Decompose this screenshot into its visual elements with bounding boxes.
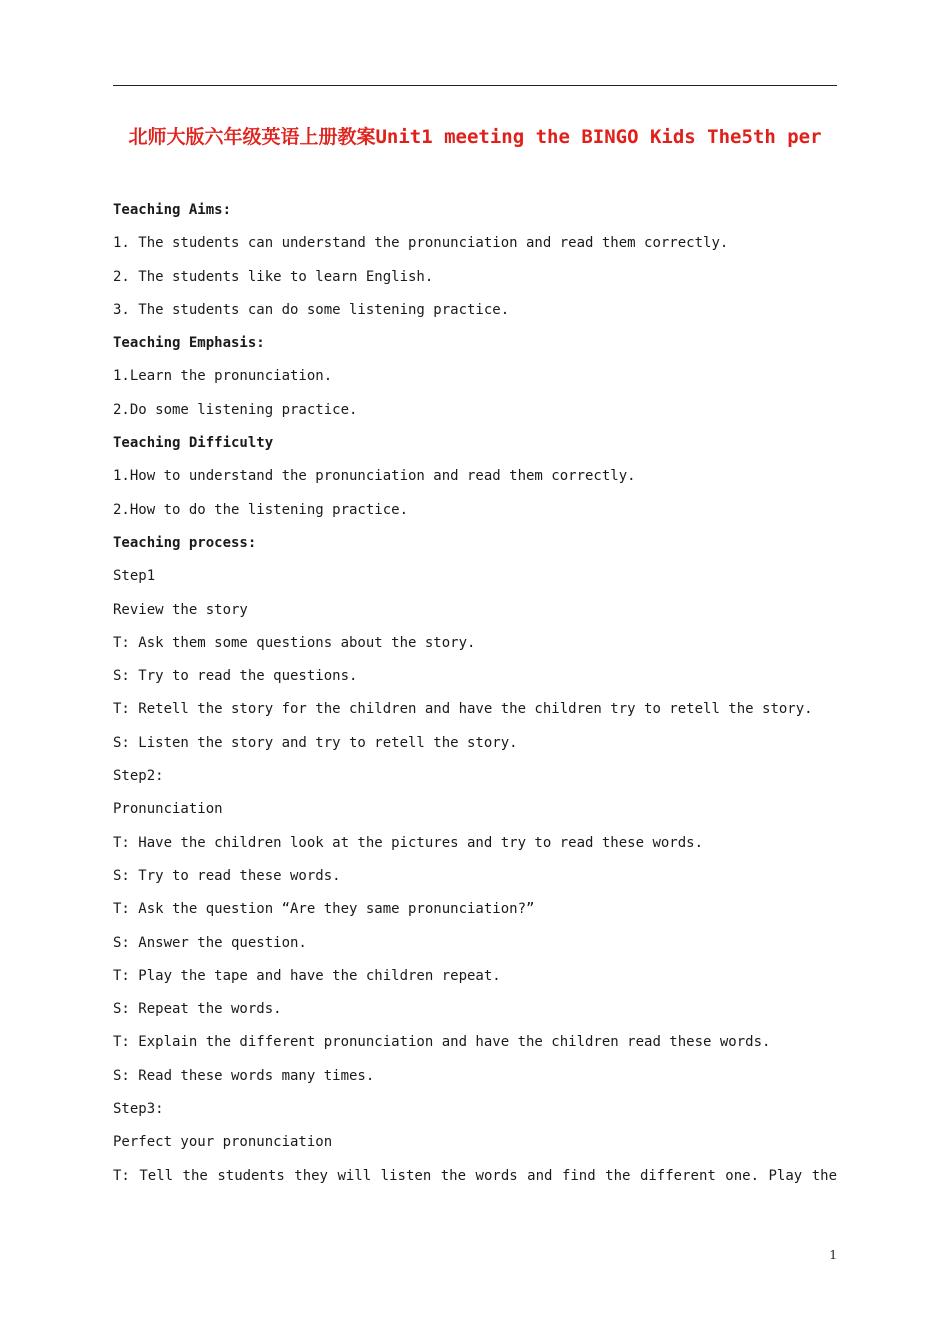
section-heading: Teaching Aims: — [113, 202, 232, 218]
text-line: S: Answer the question. — [113, 934, 307, 951]
text-line: Step2: — [113, 768, 164, 785]
text-line: Pronunciation — [113, 801, 223, 818]
text-line: 1.Learn the pronunciation. — [113, 368, 333, 385]
text-line: T: Explain the different pronunciation and have the children read these words. — [113, 1034, 771, 1051]
text-line: Step3: — [113, 1101, 164, 1118]
text-line: 1. The students can understand the pronunciation and read them correctly. — [113, 235, 729, 252]
text-line: T: Ask the question “Are they same pronunciation?” — [113, 901, 535, 918]
text-line: S: Listen the story and try to retell the story. — [113, 734, 518, 751]
text-line: T: Ask them some questions about the story. — [113, 634, 476, 651]
text-line: 2.How to do the listening practice. — [113, 501, 409, 518]
text-line: Perfect your pronunciation — [113, 1134, 333, 1151]
page-number: 1 — [829, 1248, 837, 1262]
text-line: 3. The students can do some listening practice. — [113, 301, 510, 318]
document-body — [113, 198, 843, 1197]
text-line: T: Tell the students they will listen the words and find the different one. Play the — [113, 1167, 837, 1184]
header-rule — [113, 85, 837, 86]
text-line: S: Read these words many times. — [113, 1067, 375, 1084]
text-line: T: Retell the story for the children and have the children try to retell the story. — [113, 701, 813, 718]
text-line: T: Play the tape and have the children repeat. — [113, 967, 501, 984]
text-line: 2. The students like to learn English. — [113, 268, 434, 285]
text-line: Step1 — [113, 568, 156, 585]
text-line: 1.How to understand the pronunciation and read them correctly. — [113, 468, 636, 485]
text-line: T: Have the children look at the pictures and try to read these words. — [113, 834, 704, 851]
section-heading: Teaching process: — [113, 534, 257, 551]
section-heading: Teaching Difficulty — [113, 435, 274, 452]
text-line: S: Try to read the questions. — [113, 668, 358, 685]
text-line: S: Try to read these words. — [113, 867, 341, 884]
text-line: Review the story — [113, 601, 248, 618]
text-line: 2.Do some listening practice. — [113, 401, 358, 418]
text-line: S: Repeat the words. — [113, 1001, 282, 1018]
document-title: 北师大版六年级英语上册教案Unit1 meeting the BINGO Kids The5th per — [128, 126, 822, 148]
section-heading: Teaching Emphasis: — [113, 335, 265, 352]
